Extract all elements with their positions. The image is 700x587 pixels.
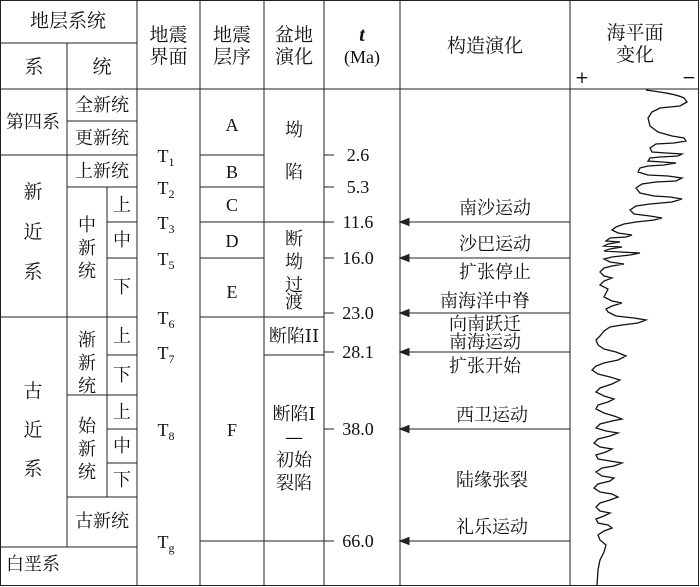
boundary-t2: $T_2$ bbox=[157, 178, 175, 201]
subseries-eocene-middle: 中 bbox=[113, 436, 131, 457]
sequence-c: C bbox=[225, 195, 239, 215]
series-eocene-c1: 始 bbox=[78, 416, 96, 437]
series-miocene-c2: 新 bbox=[78, 238, 96, 259]
system-paleogene-c1: 古 bbox=[23, 380, 43, 402]
event-nanhai: 南海运动 bbox=[449, 332, 521, 353]
age-t5: 16.0 bbox=[342, 248, 374, 268]
series-miocene-c1: 中 bbox=[78, 215, 96, 236]
sequence-d: D bbox=[225, 231, 239, 251]
header-time-symbol: t bbox=[359, 24, 365, 46]
series-eocene-c3: 统 bbox=[78, 462, 96, 483]
boundary-t1: $T_1$ bbox=[157, 146, 175, 169]
header-series: 统 bbox=[92, 56, 112, 78]
boundary-t8: $T_8$ bbox=[157, 420, 175, 443]
age-labels bbox=[342, 145, 374, 551]
boundary-t3: $T_3$ bbox=[157, 213, 175, 236]
event-liyue: 礼乐运动 bbox=[456, 517, 528, 538]
arrow-xiwei bbox=[400, 426, 570, 433]
age-t6: 23.0 bbox=[342, 303, 374, 323]
basin-rift-i-l1: 断陷I bbox=[272, 404, 316, 425]
boundary-labels bbox=[158, 146, 175, 555]
system-paleogene-c3: 系 bbox=[23, 458, 43, 480]
age-tg: 66.0 bbox=[342, 531, 374, 551]
system-neogene-c1: 新 bbox=[23, 181, 43, 203]
basin-transition-c2: 坳 bbox=[285, 252, 303, 273]
series-pliocene: 上新统 bbox=[75, 161, 129, 182]
event-nansha: 南沙运动 bbox=[459, 198, 531, 219]
event-southward-jump: 向南跃迁 bbox=[449, 314, 521, 335]
age-t7: 28.1 bbox=[342, 342, 374, 362]
basin-depression-c1: 坳 bbox=[285, 120, 303, 141]
arrow-nansha bbox=[400, 219, 570, 226]
subseries-miocene-upper: 上 bbox=[113, 195, 131, 216]
series-oligocene-c3: 统 bbox=[78, 376, 96, 397]
header-sea-level-l1: 海平面 bbox=[606, 22, 664, 44]
header-seismic-boundary-l1: 地震 bbox=[149, 24, 188, 46]
arrow-shaba bbox=[400, 255, 570, 262]
sea-level-plus-label: + bbox=[574, 68, 590, 88]
series-miocene-c3: 统 bbox=[78, 261, 96, 282]
subseries-labels bbox=[113, 195, 131, 491]
event-shaba: 沙巴运动 bbox=[459, 234, 531, 255]
header-seismic-sequence-l1: 地震 bbox=[212, 24, 252, 46]
header-time-unit: (Ma) bbox=[344, 47, 380, 67]
header-system: 系 bbox=[24, 56, 44, 78]
header-basin-evolution-l2: 演化 bbox=[274, 46, 314, 68]
event-spreading-stop: 扩张停止 bbox=[459, 262, 531, 283]
event-rifting: 陆缘张裂 bbox=[456, 470, 528, 491]
age-t1: 2.6 bbox=[346, 145, 370, 165]
header-sea-level-l2: 变化 bbox=[615, 44, 655, 66]
event-spreading-start: 扩张开始 bbox=[449, 356, 521, 377]
boundary-t6: $T_6$ bbox=[157, 308, 175, 331]
subseries-eocene-lower: 下 bbox=[113, 470, 131, 491]
subseries-miocene-middle: 中 bbox=[113, 230, 131, 251]
event-ridge: 南海洋中脊 bbox=[440, 291, 530, 312]
header-seismic-sequence-l2: 层序 bbox=[212, 46, 252, 68]
basin-stage-labels bbox=[269, 120, 319, 494]
basin-transition-c4: 渡 bbox=[285, 292, 303, 313]
system-neogene-c2: 近 bbox=[23, 221, 43, 243]
boundary-t7: $T_7$ bbox=[157, 343, 175, 366]
subseries-oligocene-lower: 下 bbox=[113, 365, 131, 386]
age-ticks bbox=[324, 155, 334, 541]
system-neogene-c3: 系 bbox=[23, 261, 43, 283]
series-names bbox=[75, 95, 129, 532]
header-stratigraphy: 地层系统 bbox=[29, 10, 107, 32]
sequence-a: A bbox=[225, 115, 239, 135]
header-tectonic: 构造演化 bbox=[446, 35, 524, 57]
age-t2: 5.3 bbox=[346, 177, 370, 197]
outer-frame bbox=[1, 1, 699, 586]
age-t8: 38.0 bbox=[342, 419, 374, 439]
series-paleocene: 古新统 bbox=[75, 511, 129, 532]
series-pleistocene: 更新统 bbox=[75, 128, 129, 149]
basin-rift-ii: 断陷II bbox=[268, 326, 320, 347]
series-holocene: 全新统 bbox=[75, 95, 129, 116]
arrow-liyue bbox=[400, 538, 570, 545]
basin-rift-i-l3: 裂陷 bbox=[276, 473, 312, 494]
basin-rift-i-dash: — bbox=[285, 427, 303, 448]
series-eocene-c2: 新 bbox=[78, 439, 96, 460]
header-seismic-boundary-l2: 界面 bbox=[149, 46, 188, 68]
series-oligocene-c2: 新 bbox=[78, 353, 96, 374]
boundary-t5: $T_5$ bbox=[157, 249, 175, 272]
system-paleogene-c2: 近 bbox=[23, 419, 43, 441]
event-xiwei: 西卫运动 bbox=[456, 405, 528, 426]
age-t3: 11.6 bbox=[342, 212, 374, 232]
header-texts bbox=[24, 10, 696, 88]
series-oligocene-c1: 渐 bbox=[78, 330, 96, 351]
sequence-f: F bbox=[226, 420, 238, 440]
event-labels bbox=[440, 197, 531, 538]
subseries-eocene-upper: 上 bbox=[113, 402, 131, 423]
sequence-b: B bbox=[225, 162, 239, 182]
sequence-labels bbox=[226, 115, 239, 440]
basin-rift-i-l2: 初始 bbox=[276, 450, 312, 471]
sea-level-minus-label: − bbox=[681, 68, 697, 88]
basin-depression-c2: 陷 bbox=[285, 162, 303, 183]
basin-transition-c1: 断 bbox=[285, 229, 303, 250]
sequence-e: E bbox=[226, 282, 238, 302]
system-quaternary: 第四系 bbox=[6, 112, 60, 133]
system-cretaceous: 白垩系 bbox=[6, 554, 60, 575]
sea-level-curve bbox=[592, 90, 687, 585]
basin-transition-c3: 过 bbox=[285, 275, 303, 296]
boundary-tg: $T_g$ bbox=[157, 532, 175, 555]
header-basin-evolution-l1: 盆地 bbox=[274, 24, 314, 46]
subseries-oligocene-upper: 上 bbox=[113, 326, 131, 347]
system-names bbox=[6, 112, 60, 575]
subseries-miocene-lower: 下 bbox=[113, 277, 131, 298]
